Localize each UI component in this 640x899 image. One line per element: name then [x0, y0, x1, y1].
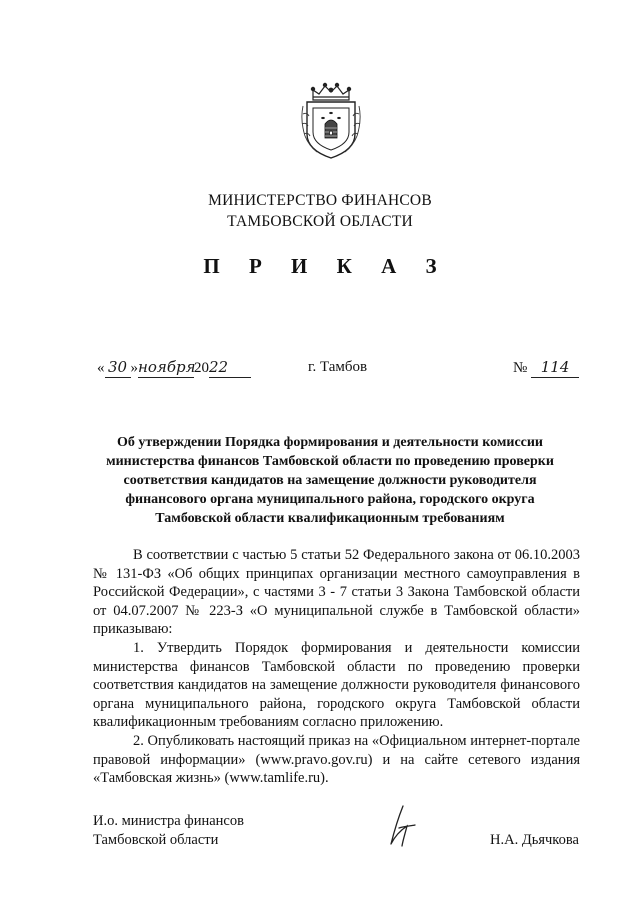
- date-open-quote: «: [97, 360, 105, 376]
- date-year-prefix: 20: [194, 360, 209, 376]
- title-line: Тамбовской области квалификационным требованиям: [155, 511, 505, 526]
- signatory-position-line1: И.о. министра финансов: [93, 813, 244, 829]
- title-line: соответствия кандидатов на замещение должности руководителя: [123, 473, 537, 488]
- ministry-name-line2: ТАМБОВСКОЙ ОБЛАСТИ: [227, 213, 413, 230]
- item-2-paragraph: 2. Опубликовать настоящий приказ на «Официальном интернет-портале правовой информации» (www.pravo.gov.ru) и на сайте сетевого издания «Тамбовская жизнь» (www.tamlife.ru).: [93, 732, 580, 787]
- signatory-position-line2: Тамбовской области: [93, 832, 219, 848]
- preamble-paragraph: В соответствии с частью 5 статьи 52 Федерального закона от 06.10.2003 № 131-ФЗ «Об общих принципах организации местного самоуправления в Российской Федерации», с частями 3 - 7 статьи 3 Закона Тамбовской области от 04.07.2007 № 223-З «О муниципальной службе в Тамбовской области» приказываю:: [93, 547, 580, 638]
- order-number: [513, 357, 579, 378]
- handwritten-signature: [383, 804, 417, 848]
- title-line: министерства финансов Тамбовской области по проведению проверки: [106, 454, 554, 469]
- order-date: [97, 357, 251, 378]
- number-value-handwritten: 114: [531, 357, 579, 378]
- date-month-handwritten: ноября: [138, 358, 196, 376]
- date-day-handwritten: 30: [105, 357, 131, 378]
- coat-of-arms-logo: [299, 80, 363, 160]
- signatory-position: [93, 812, 244, 850]
- order-body: [93, 546, 580, 788]
- document-type-heading: П Р И К А З: [203, 254, 449, 278]
- number-label: №: [513, 360, 528, 376]
- ministry-name-line1: МИНИСТЕРСТВО ФИНАНСОВ: [208, 192, 432, 209]
- signatory-name: Н.А. Дьячкова: [490, 832, 579, 848]
- title-line: финансового органа муниципального района, городского округа: [125, 492, 535, 507]
- title-line: Об утверждении Порядка формирования и деятельности комиссии: [116, 435, 543, 450]
- city: г. Тамбов: [308, 359, 368, 375]
- date-close-quote: »: [130, 360, 138, 376]
- order-title: [80, 433, 580, 528]
- date-year-suffix-handwritten: 22: [209, 357, 251, 378]
- item-1-paragraph: 1. Утвердить Порядок формирования и деятельности комиссии министерства финансов Тамбовской области по проведению проверки соответствия кандидатов на замещение должности руководителя финансового органа муниципального района, городского округа Тамбовской области квалификационным требованиям согласно приложению.: [93, 639, 580, 731]
